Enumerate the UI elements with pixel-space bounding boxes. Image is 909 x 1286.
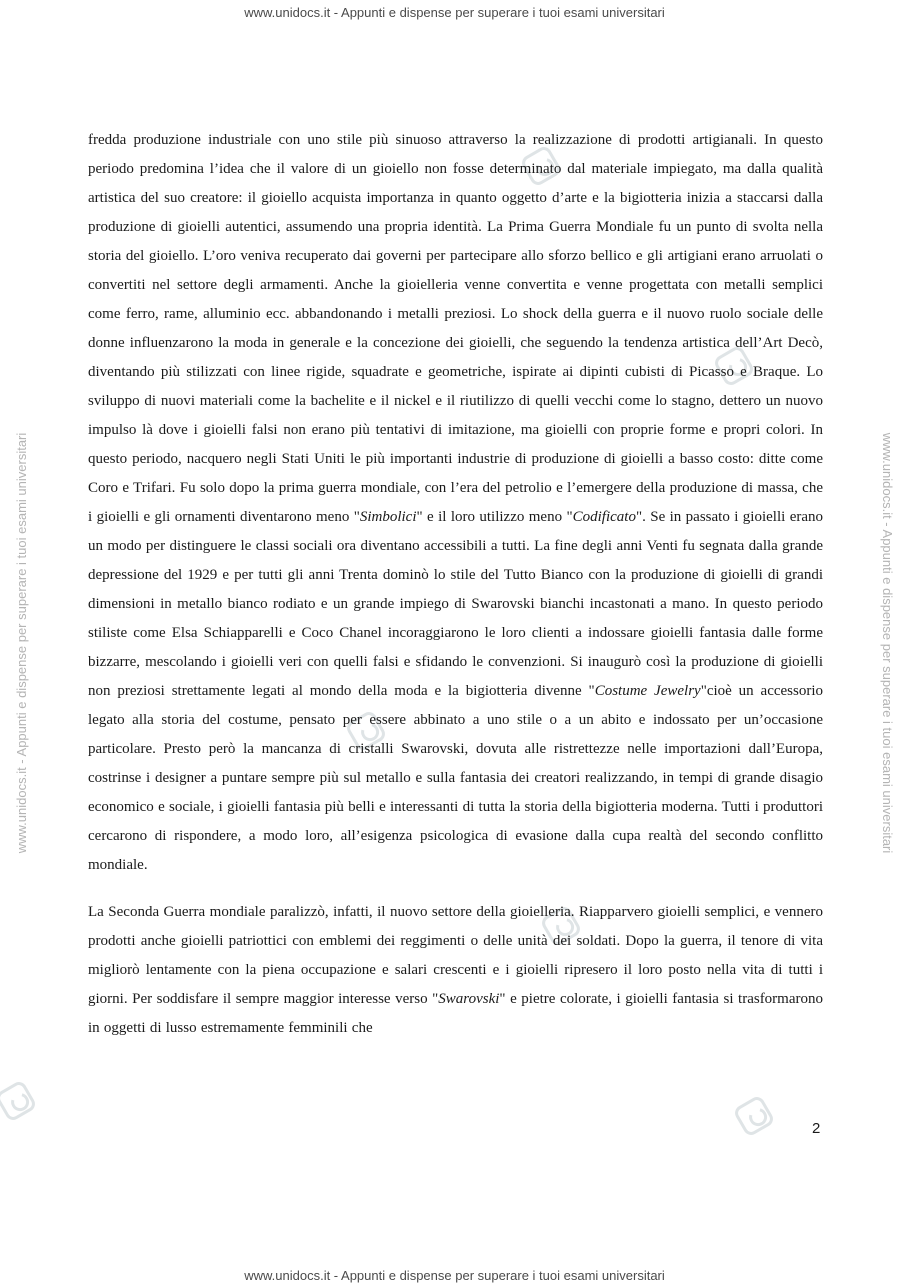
italic-term: Swarovski (438, 991, 500, 1007)
italic-term: Codificato (572, 509, 636, 525)
text-segment: "cioè un accessorio legato alla storia del costume, pensato per essere abbinato a uno stile o a un abito e indossato per un’occasione particolare. Presto però la mancanza di cristalli Swarovski, dovuta alle ristrettezze nelle importazioni dall’Europa, costrinse i designer a puntare sempre più sul metallo e sulla fantasia dei creatori realizzando, in tempi di grande disagio economico e sociale, i gioielli fantasia più belli e interessanti di tutta la storia della bigiotteria moderna. Tutti i produttori cercarono di rispondere, a modo loro, all’esigenza psicologica di evasione dalla cupa realtà del secondo conflitto mondiale. (88, 683, 824, 873)
paragraph-1 (88, 126, 823, 880)
italic-term: Costume Jewelry (594, 683, 701, 699)
page-content (88, 126, 823, 1061)
text-segment: La Seconda Guerra mondiale paralizzò, infatti, il nuovo settore della gioielleria. Riapparvero gioielli semplici, e vennero prodotti anche gioielli patriottici con emblemi dei reggimenti o delle unità dei soldati. Dopo la guerra, il tenore di vita migliorò lentamente con la piena occupazione e salari crescenti e i gioielli ripresero il loro posto nella vita di tutti i giorni. Per soddisfare il sempre maggior interesse verso " (88, 904, 823, 1007)
left-watermark: www.unidocs.it - Appunti e dispense per superare i tuoi esami universitari (14, 432, 29, 854)
page-number: 2 (812, 1120, 821, 1137)
italic-term: Simbolici (359, 509, 417, 525)
text-segment: ". Se in passato i gioielli erano un modo per distinguere le classi sociali ora diventano accessibili a tutti. La fine degli anni Venti fu segnata dalla grande depressione del 1929 e per tutti gli anni Trenta dominò lo stile del Tutto Bianco con la produzione di gioielli di grandi dimensioni in metallo bianco rodiato e un grande impiego di Swarovski bianchi incastonati a mano. In questo periodo stiliste come Elsa Schiapparelli e Coco Chanel incoraggiarono le loro clienti a indossare gioielli fantasia dalle forme bizzarre, mescolando i gioielli veri con quelli falsi e sfidando le convenzioni. Si inaugurò così la produzione di gioielli non preziosi strettamente legati al mondo della moda e la bigiotteria divenne " (88, 509, 824, 699)
text-segment: " e il loro utilizzo meno " (416, 509, 573, 525)
watermark-logo-icon (732, 1094, 776, 1138)
bottom-watermark: www.unidocs.it - Appunti e dispense per superare i tuoi esami universitari (244, 1268, 665, 1283)
text-segment: " e pietre colorate, i gioielli fantasia si trasformarono in oggetti di lusso estremamente femminili che (88, 991, 823, 1036)
right-watermark: www.unidocs.it - Appunti e dispense per superare i tuoi esami universitari (880, 432, 895, 854)
paragraph-2 (88, 898, 823, 1043)
watermark-logo-icon (0, 1079, 38, 1123)
top-watermark: www.unidocs.it - Appunti e dispense per superare i tuoi esami universitari (244, 5, 665, 20)
text-segment: fredda produzione industriale con uno stile più sinuoso attraverso la realizzazione di prodotti artigianali. In questo periodo predomina l’idea che il valore di un gioiello non fosse determinato dal materiale impiegato, ma dalla qualità artistica del suo creatore: il gioiello acquista importanza in quanto oggetto d’arte e la bigiotteria inizia a staccarsi dalla produzione di gioielli autentici, assumendo una propria identità. La Prima Guerra Mondiale fu un punto di svolta nella storia del gioiello. L’oro veniva recuperato dai governi per partecipare allo sforzo bellico e gli artigiani erano arruolati o convertiti nel settore degli armamenti. Anche la gioielleria venne convertita e venne progettata con metalli semplici come ferro, rame, alluminio ecc. abbandonando i metalli preziosi. Lo shock della guerra e il nuovo ruolo sociale delle donne influenzarono la moda in generale e la concezione dei gioielli, che seguendo la tendenza artistica dell’Art Decò, diventando più stilizzati con linee rigide, squadrate e geometriche, ispirate ai dipinti cubisti di Picasso e Braque. Lo sviluppo di nuovi materiali come la bachelite e il nickel e il riutilizzo di quelli vecchi come lo stagno, dettero un nuovo impulso là dove i gioielli falsi non erano più tentativi di imitazione, ma gioielli con proprie forme e propri colori. In questo periodo, nacquero negli Stati Uniti le più importanti industrie di produzione di gioielli a basso costo: ditte come Coro e Trifari. Fu solo dopo la prima guerra mondiale, con l’era del petrolio e l’emergere della produzione di massa, che i gioielli e gli ornamenti diventarono meno " (88, 132, 823, 525)
